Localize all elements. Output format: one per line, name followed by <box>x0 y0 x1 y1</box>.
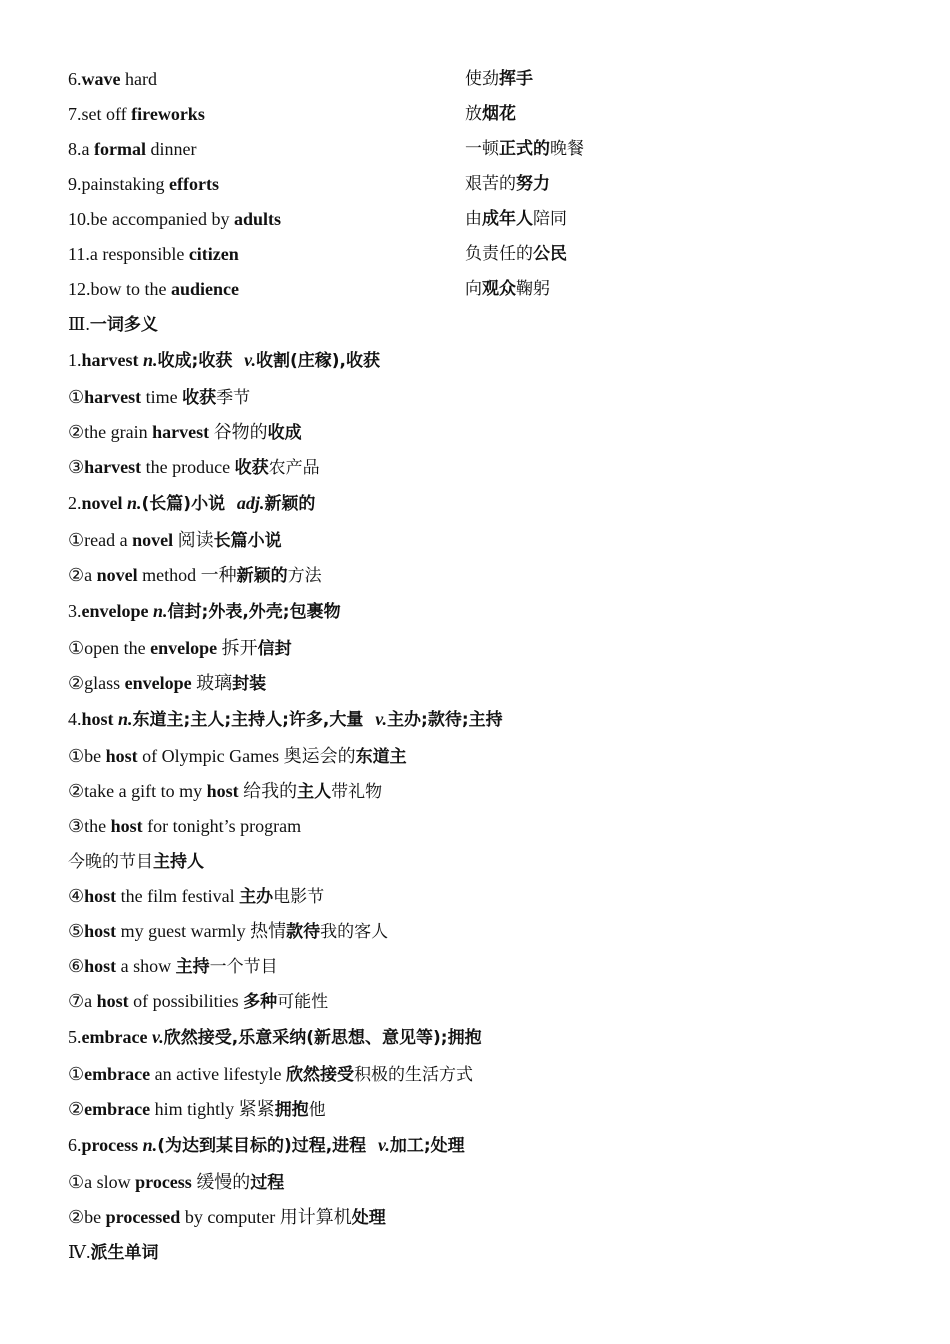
example-line: ③harvest the produce 收获农产品 <box>68 457 320 478</box>
section-heading: Ⅳ.派生单词 <box>68 1242 159 1263</box>
phrase-english: 12.bow to the audience <box>68 279 240 299</box>
example-line: ②embrace him tightly 紧紧拥抱他 <box>68 1099 326 1120</box>
phrase-english: 11.a responsible citizen <box>68 244 239 264</box>
example-translation: 今晚的节目主持人 <box>68 852 204 872</box>
example-line: ①open the envelope 拆开信封 <box>68 637 292 659</box>
phrase-row <box>68 97 888 132</box>
example-line: ①a slow process 缓慢的过程 <box>68 1171 285 1193</box>
phrase-row <box>68 167 888 202</box>
example-line: ①read a novel 阅读长篇小说 <box>68 529 282 551</box>
phrase-chinese: 使劲挥手 <box>465 69 533 89</box>
example-line: ⑥host a show 主持一个节目 <box>68 956 278 977</box>
document-page <box>68 62 888 1270</box>
phrase-english: 10.be accompanied by adults <box>68 209 281 229</box>
phrase-english: 6.wave hard <box>68 69 157 89</box>
word-heading: 1.harvest n.收成;收获 v.收割(庄稼),收获 <box>68 350 380 371</box>
word-heading: 3.envelope n.信封;外表,外壳;包裹物 <box>68 601 341 622</box>
example-line: ②glass envelope 玻璃封装 <box>68 673 267 694</box>
phrase-row <box>68 202 888 237</box>
example-line: ②a novel method 一种新颖的方法 <box>68 565 322 586</box>
phrase-chinese: 负责任的公民 <box>465 244 567 264</box>
word-heading: 4.host n.东道主;主人;主持人;许多,大量 v.主办;款待;主持 <box>68 709 503 730</box>
phrase-chinese: 放烟花 <box>465 104 516 124</box>
example-line: ③the host for tonight’s program <box>68 816 302 836</box>
example-line: ①harvest time 收获季节 <box>68 386 251 408</box>
section-heading: Ⅲ.一词多义 <box>68 314 158 335</box>
word-heading: 2.novel n.(长篇)小说 adj.新颖的 <box>68 493 316 514</box>
example-line: ②the grain harvest 谷物的收成 <box>68 422 302 443</box>
example-line: ②take a gift to my host 给我的主人带礼物 <box>68 781 383 802</box>
example-line: ④host the film festival 主办电影节 <box>68 886 325 907</box>
phrase-row <box>68 62 888 97</box>
word-heading: 5.embrace v.欣然接受,乐意采纳(新思想、意见等);拥抱 <box>68 1027 482 1048</box>
example-line: ①be host of Olympic Games 奥运会的东道主 <box>68 745 407 767</box>
example-line: ⑤host my guest warmly 热情款待我的客人 <box>68 921 389 942</box>
phrase-chinese: 由成年人陪同 <box>465 209 567 229</box>
phrase-row <box>68 272 888 307</box>
phrase-english: 9.painstaking efforts <box>68 174 219 194</box>
phrase-row <box>68 237 888 272</box>
example-line: ②be processed by computer 用计算机处理 <box>68 1207 386 1228</box>
phrase-chinese: 一顿正式的晚餐 <box>465 139 584 159</box>
phrase-chinese: 艰苦的努力 <box>465 174 550 194</box>
phrase-chinese: 向观众鞠躬 <box>465 279 550 299</box>
phrase-english: 7.set off fireworks <box>68 104 205 124</box>
word-heading: 6.process n.(为达到某目标的)过程,进程 v.加工;处理 <box>68 1135 465 1156</box>
example-line: ①embrace an active lifestyle 欣然接受积极的生活方式 <box>68 1063 474 1085</box>
phrase-english: 8.a formal dinner <box>68 139 197 159</box>
phrase-row <box>68 132 888 167</box>
example-line: ⑦a host of possibilities 多种可能性 <box>68 991 329 1012</box>
